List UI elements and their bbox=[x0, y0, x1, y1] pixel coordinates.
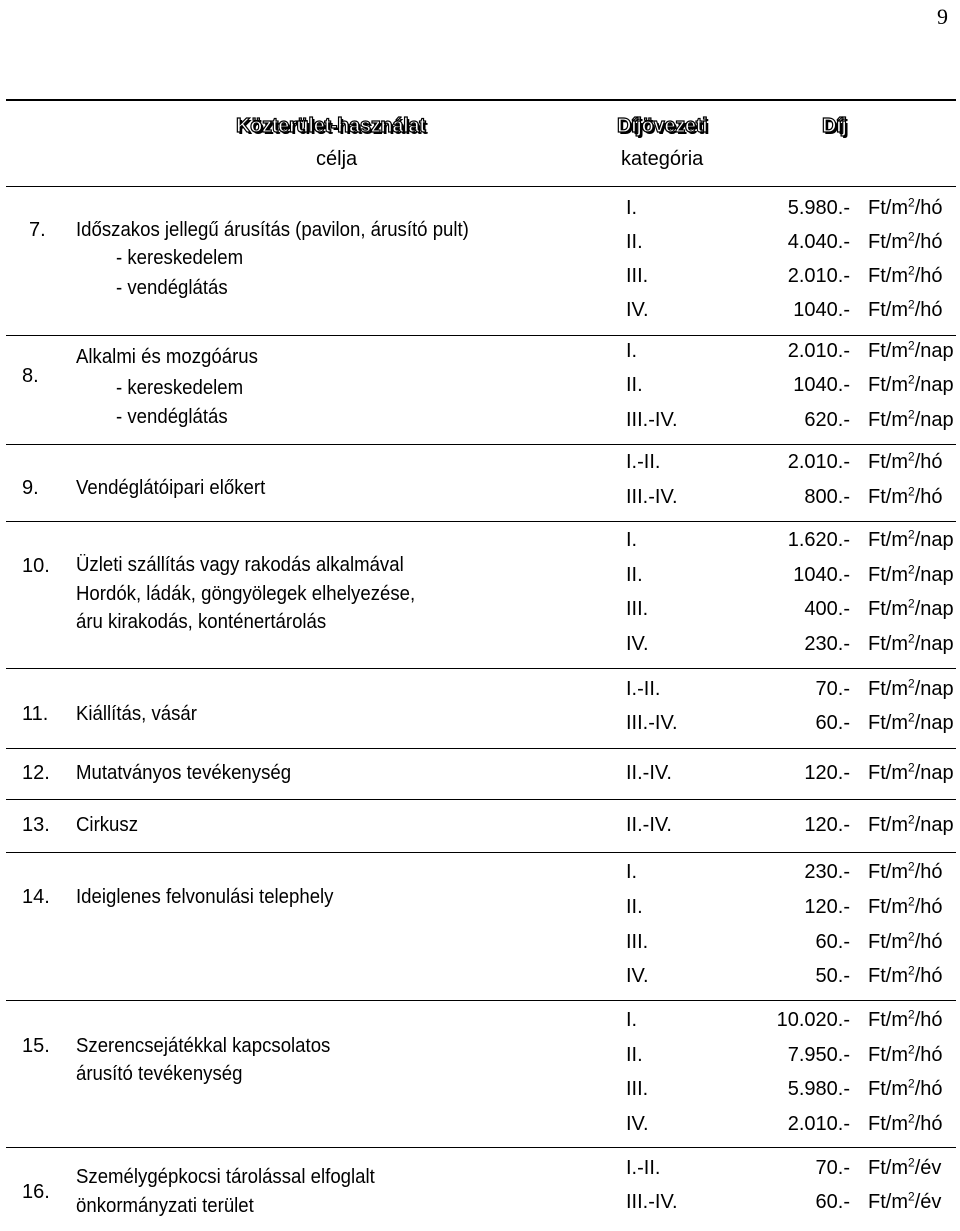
fee-unit-base: Ft/m bbox=[868, 861, 908, 883]
row-separator bbox=[6, 668, 956, 669]
fee-unit bbox=[868, 264, 943, 288]
fee-unit bbox=[868, 230, 943, 254]
fee-amount: 10.020.- bbox=[776, 1009, 850, 1031]
fee-zone-category: I. bbox=[626, 529, 638, 551]
row-description-line: Időszakos jellegű árusítás (pavilon, árusító pult) bbox=[76, 219, 469, 241]
fee-unit bbox=[868, 860, 943, 884]
fee-unit-base: Ft/m bbox=[868, 231, 908, 253]
fee-zone-category: IV. bbox=[626, 633, 649, 655]
row-description-line: önkormányzati terület bbox=[76, 1195, 254, 1217]
row-description-line: Kiállítás, vásár bbox=[76, 703, 197, 725]
fee-unit-base: Ft/m bbox=[868, 374, 908, 396]
fee-unit-base: Ft/m bbox=[868, 340, 908, 362]
fee-unit-exponent: 2 bbox=[908, 963, 915, 978]
row-description-line: - vendéglátás bbox=[116, 406, 228, 428]
row-number: 10. bbox=[22, 555, 50, 577]
fee-unit-exponent: 2 bbox=[908, 1155, 915, 1170]
fee-unit bbox=[868, 677, 954, 701]
fee-unit-base: Ft/m bbox=[868, 486, 908, 508]
fee-unit-exponent: 2 bbox=[908, 631, 915, 646]
row-description-line: áru kirakodás, konténertárolás bbox=[76, 611, 327, 633]
fee-zone-category: I. bbox=[626, 861, 638, 883]
fee-unit-exponent: 2 bbox=[908, 1042, 915, 1057]
fee-unit bbox=[868, 298, 943, 322]
fee-zone-category: II.-IV. bbox=[626, 814, 672, 836]
fee-zone-category: I. bbox=[626, 197, 638, 219]
fee-amount: 1040.- bbox=[793, 299, 850, 321]
fee-unit-base: Ft/m bbox=[868, 931, 908, 953]
fee-unit-period: /hó bbox=[914, 265, 943, 287]
fee-amount: 120.- bbox=[804, 896, 850, 918]
row-separator bbox=[6, 1147, 956, 1148]
fee-amount: 120.- bbox=[804, 814, 850, 836]
fee-zone-category: II.-IV. bbox=[626, 762, 672, 784]
fee-zone-category: I.-II. bbox=[626, 451, 661, 473]
fee-unit bbox=[868, 1043, 943, 1067]
fee-unit bbox=[868, 1112, 943, 1136]
fee-unit bbox=[868, 761, 954, 785]
fee-unit-base: Ft/m bbox=[868, 265, 908, 287]
fee-unit-base: Ft/m bbox=[868, 814, 908, 836]
page-number: 9 bbox=[937, 4, 948, 29]
fee-unit bbox=[868, 528, 954, 552]
fee-unit-period: /hó bbox=[914, 197, 943, 219]
row-description-line: árusító tevékenység bbox=[76, 1063, 243, 1085]
fee-unit-period: /hó bbox=[914, 299, 943, 321]
fee-zone-category: II. bbox=[626, 231, 643, 253]
fee-zone-category: IV. bbox=[626, 299, 649, 321]
fee-unit-exponent: 2 bbox=[908, 195, 915, 210]
fee-unit-period: /nap bbox=[914, 529, 954, 551]
fee-zone-category: III. bbox=[626, 598, 649, 620]
fee-unit-exponent: 2 bbox=[908, 527, 915, 542]
fee-unit-exponent: 2 bbox=[908, 710, 915, 725]
fee-unit-base: Ft/m bbox=[868, 633, 908, 655]
row-description-line: Cirkusz bbox=[76, 814, 139, 836]
fee-unit-base: Ft/m bbox=[868, 197, 908, 219]
fee-unit-base: Ft/m bbox=[868, 564, 908, 586]
row-description-line: - kereskedelem bbox=[116, 247, 244, 269]
fee-unit-period: /hó bbox=[914, 1113, 943, 1135]
fee-amount: 230.- bbox=[804, 633, 850, 655]
fee-unit-period: /hó bbox=[914, 231, 943, 253]
fee-amount: 7.950.- bbox=[787, 1044, 850, 1066]
fee-zone-category: III. bbox=[626, 931, 649, 953]
table-top-rule bbox=[6, 99, 956, 101]
table-header-rule bbox=[6, 186, 956, 187]
fee-unit-exponent: 2 bbox=[908, 812, 915, 827]
fee-amount: 1040.- bbox=[793, 564, 850, 586]
fee-amount: 400.- bbox=[804, 598, 850, 620]
fee-unit-period: /nap bbox=[914, 564, 954, 586]
fee-amount: 1040.- bbox=[793, 374, 850, 396]
fee-unit-period: /hó bbox=[914, 1078, 943, 1100]
fee-amount: 4.040.- bbox=[787, 231, 850, 253]
fee-zone-category: III.-IV. bbox=[626, 712, 678, 734]
fee-unit-base: Ft/m bbox=[868, 1157, 908, 1179]
fee-unit bbox=[868, 813, 954, 837]
fee-unit-base: Ft/m bbox=[868, 678, 908, 700]
header-purpose-sub: célja bbox=[316, 148, 358, 170]
fee-unit bbox=[868, 1156, 941, 1180]
fee-unit-exponent: 2 bbox=[908, 676, 915, 691]
fee-zone-category: I. bbox=[626, 340, 638, 362]
fee-unit-base: Ft/m bbox=[868, 1191, 908, 1213]
fee-amount: 70.- bbox=[815, 1157, 850, 1179]
row-description-line: Üzleti szállítás vagy rakodás alkalmával bbox=[76, 554, 404, 576]
fee-unit-base: Ft/m bbox=[868, 896, 908, 918]
fee-zone-category: III. bbox=[626, 1078, 649, 1100]
row-separator bbox=[6, 335, 956, 336]
fee-unit bbox=[868, 964, 943, 988]
header-zone-title: Díjövezeti bbox=[617, 115, 708, 137]
fee-amount: 70.- bbox=[815, 678, 850, 700]
fee-zone-category: II. bbox=[626, 374, 643, 396]
row-separator bbox=[6, 748, 956, 749]
fee-unit-exponent: 2 bbox=[908, 484, 915, 499]
row-description-line: Mutatványos tevékenység bbox=[76, 762, 292, 784]
fee-amount: 60.- bbox=[815, 712, 850, 734]
fee-unit bbox=[868, 196, 943, 220]
row-description-line: - vendéglátás bbox=[116, 277, 228, 299]
row-number: 7. bbox=[29, 219, 46, 241]
fee-unit-period: /hó bbox=[914, 486, 943, 508]
fee-unit-period: /nap bbox=[914, 762, 954, 784]
fee-unit-exponent: 2 bbox=[908, 1076, 915, 1091]
fee-zone-category: III.-IV. bbox=[626, 409, 678, 431]
fee-amount: 230.- bbox=[804, 861, 850, 883]
fee-unit bbox=[868, 1077, 943, 1101]
fee-unit-exponent: 2 bbox=[908, 263, 915, 278]
fee-unit bbox=[868, 563, 954, 587]
fee-amount: 2.010.- bbox=[787, 265, 850, 287]
fee-unit-exponent: 2 bbox=[908, 596, 915, 611]
fee-zone-category: III.-IV. bbox=[626, 1191, 678, 1213]
fee-unit-period: /hó bbox=[914, 861, 943, 883]
fee-zone-category: I. bbox=[626, 1009, 638, 1031]
fee-zone-category: III.-IV. bbox=[626, 486, 678, 508]
row-number: 11. bbox=[22, 703, 49, 725]
fee-unit-period: /nap bbox=[914, 712, 954, 734]
fee-unit bbox=[868, 711, 954, 735]
fee-unit-base: Ft/m bbox=[868, 299, 908, 321]
fee-unit-exponent: 2 bbox=[908, 1007, 915, 1022]
fee-unit bbox=[868, 450, 943, 474]
fee-amount: 50.- bbox=[815, 965, 850, 987]
fee-unit-exponent: 2 bbox=[908, 894, 915, 909]
row-description-line: Vendéglátóipari előkert bbox=[76, 477, 266, 499]
fee-unit bbox=[868, 597, 954, 621]
row-number: 14. bbox=[22, 886, 50, 908]
fee-unit-period: /nap bbox=[914, 598, 954, 620]
fee-unit-exponent: 2 bbox=[908, 338, 915, 353]
fee-amount: 5.980.- bbox=[787, 1078, 850, 1100]
fee-zone-category: I.-II. bbox=[626, 1157, 661, 1179]
fee-amount: 1.620.- bbox=[787, 529, 850, 551]
fee-unit-period: /hó bbox=[914, 1044, 943, 1066]
fee-unit-exponent: 2 bbox=[908, 929, 915, 944]
fee-zone-category: III. bbox=[626, 265, 649, 287]
fee-unit-period: /év bbox=[914, 1191, 942, 1213]
fee-unit-period: /nap bbox=[914, 678, 954, 700]
fee-unit-period: /hó bbox=[914, 965, 943, 987]
fee-unit-base: Ft/m bbox=[868, 762, 908, 784]
fee-unit bbox=[868, 895, 943, 919]
row-number: 16. bbox=[22, 1181, 50, 1203]
fee-unit-base: Ft/m bbox=[868, 451, 908, 473]
fee-unit-period: /nap bbox=[914, 374, 954, 396]
fee-unit bbox=[868, 485, 943, 509]
fee-unit-period: /hó bbox=[914, 1009, 943, 1031]
fee-amount: 60.- bbox=[815, 1191, 850, 1213]
fee-unit-exponent: 2 bbox=[908, 407, 915, 422]
fee-unit-exponent: 2 bbox=[908, 859, 915, 874]
row-separator bbox=[6, 1000, 956, 1001]
fee-unit-period: /nap bbox=[914, 340, 954, 362]
fee-zone-category: II. bbox=[626, 896, 643, 918]
row-separator bbox=[6, 852, 956, 853]
fee-unit bbox=[868, 339, 954, 363]
row-description-line: Hordók, ládák, göngyölegek elhelyezése, bbox=[76, 583, 416, 605]
fee-unit-exponent: 2 bbox=[908, 449, 915, 464]
fee-unit-base: Ft/m bbox=[868, 712, 908, 734]
fee-unit-period: /nap bbox=[914, 409, 954, 431]
fee-amount: 620.- bbox=[804, 409, 850, 431]
row-number: 12. bbox=[22, 762, 50, 784]
fee-zone-category: II. bbox=[626, 1044, 643, 1066]
fee-unit-base: Ft/m bbox=[868, 1078, 908, 1100]
header-fee-title: Díj bbox=[822, 115, 847, 137]
fee-unit-exponent: 2 bbox=[908, 760, 915, 775]
row-description-line: Személygépkocsi tárolással elfoglalt bbox=[76, 1166, 375, 1188]
row-description-line: - kereskedelem bbox=[116, 377, 244, 399]
fee-zone-category: II. bbox=[626, 564, 643, 586]
fee-unit-base: Ft/m bbox=[868, 965, 908, 987]
fee-unit-period: /hó bbox=[914, 896, 943, 918]
header-purpose-title: Közterület-használat bbox=[236, 115, 426, 137]
fee-unit-period: /év bbox=[914, 1157, 942, 1179]
fee-amount: 120.- bbox=[804, 762, 850, 784]
row-number: 15. bbox=[22, 1035, 50, 1057]
fee-unit-exponent: 2 bbox=[908, 297, 915, 312]
row-number: 9. bbox=[22, 477, 39, 499]
fee-unit-period: /nap bbox=[914, 633, 954, 655]
fee-amount: 5.980.- bbox=[787, 197, 850, 219]
header-zone-sub: kategória bbox=[621, 148, 704, 170]
fee-unit-base: Ft/m bbox=[868, 1113, 908, 1135]
fee-amount: 800.- bbox=[804, 486, 850, 508]
row-description-line: Alkalmi és mozgóárus bbox=[76, 346, 258, 368]
fee-amount: 60.- bbox=[815, 931, 850, 953]
row-separator bbox=[6, 444, 956, 445]
fee-unit bbox=[868, 1008, 943, 1032]
fee-unit-exponent: 2 bbox=[908, 1111, 915, 1126]
fee-unit-base: Ft/m bbox=[868, 598, 908, 620]
row-number: 13. bbox=[22, 814, 50, 836]
fee-unit-period: /nap bbox=[914, 814, 954, 836]
fee-unit bbox=[868, 373, 954, 397]
fee-unit-exponent: 2 bbox=[908, 1189, 915, 1204]
fee-amount: 2.010.- bbox=[787, 1113, 850, 1135]
fee-zone-category: I.-II. bbox=[626, 678, 661, 700]
fee-unit bbox=[868, 632, 954, 656]
fee-unit bbox=[868, 1190, 941, 1214]
row-description-line: Ideiglenes felvonulási telephely bbox=[76, 886, 334, 908]
row-separator bbox=[6, 521, 956, 522]
fee-unit-period: /hó bbox=[914, 451, 943, 473]
row-separator bbox=[6, 799, 956, 800]
fee-unit-period: /hó bbox=[914, 931, 943, 953]
fee-zone-category: IV. bbox=[626, 965, 649, 987]
fee-unit-base: Ft/m bbox=[868, 529, 908, 551]
fee-amount: 2.010.- bbox=[787, 451, 850, 473]
fee-zone-category: IV. bbox=[626, 1113, 649, 1135]
fee-unit-base: Ft/m bbox=[868, 409, 908, 431]
fee-amount: 2.010.- bbox=[787, 340, 850, 362]
row-number: 8. bbox=[22, 365, 39, 387]
row-description-line: Szerencsejátékkal kapcsolatos bbox=[76, 1035, 331, 1057]
fee-unit-exponent: 2 bbox=[908, 372, 915, 387]
fee-unit bbox=[868, 930, 943, 954]
fee-unit-exponent: 2 bbox=[908, 562, 915, 577]
fee-unit bbox=[868, 408, 954, 432]
fee-unit-base: Ft/m bbox=[868, 1009, 908, 1031]
fee-unit-base: Ft/m bbox=[868, 1044, 908, 1066]
fee-unit-exponent: 2 bbox=[908, 229, 915, 244]
